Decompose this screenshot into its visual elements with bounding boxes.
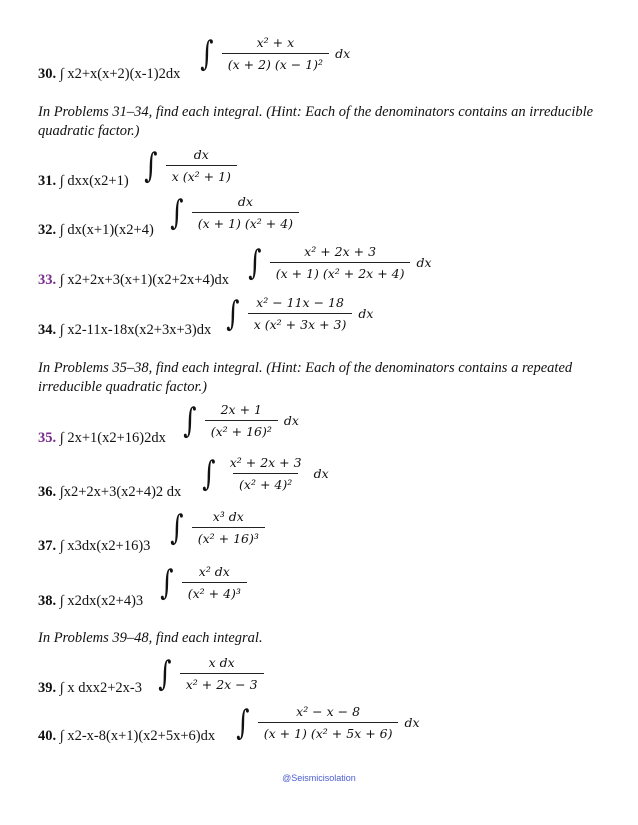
differential: dx <box>358 306 374 321</box>
problem-number: 34. <box>38 322 57 338</box>
numerator: x³ dx <box>212 509 244 524</box>
footer-watermark: @Seismicisolation <box>282 773 356 783</box>
problem-number: 40. <box>38 728 57 744</box>
problem-37 <box>38 509 618 569</box>
numerator: x² + 2x + 3 <box>229 455 302 470</box>
problem-number: 38. <box>38 593 57 609</box>
integral-symbol: ∫ <box>200 33 214 74</box>
integral-symbol: ∫ <box>144 145 158 186</box>
instruction-31-34: In Problems 31–34, find each integral. (Hint: Each of the denominators contains an irreducible quadratic factor.) <box>38 104 594 139</box>
integral-formula <box>246 244 432 281</box>
problem-number: 31. <box>38 173 57 189</box>
numerator: dx <box>193 147 209 162</box>
instruction-39-48: In Problems 39–48, find each integral. <box>38 630 263 646</box>
integral-formula <box>181 402 299 439</box>
integral-formula <box>156 655 270 692</box>
differential: dx <box>404 715 420 730</box>
denominator: (x² + 4)² <box>233 473 298 492</box>
problem-text: ∫ x dxx2+2x-3 <box>59 680 142 696</box>
integral-formula <box>200 455 329 492</box>
differential: dx <box>313 466 329 481</box>
integral-formula <box>224 295 373 332</box>
problem-35 <box>38 402 618 462</box>
integral-symbol: ∫ <box>248 242 262 283</box>
integral-symbol: ∫ <box>226 293 240 334</box>
problem-text: ∫ x2+2x+3(x+1)(x2+2x+4)dx <box>59 272 230 288</box>
numerator: x² dx <box>198 564 230 579</box>
denominator: x (x² + 1) <box>166 165 237 184</box>
numerator: x² + 2x + 3 <box>304 244 377 259</box>
problem-text: ∫ dxx(x2+1) <box>59 173 129 189</box>
integral-formula <box>142 147 243 184</box>
problem-text: ∫x2+2x+3(x2+4)2 dx <box>59 484 182 500</box>
problem-34 <box>38 295 618 355</box>
problem-text: ∫ x2dx(x2+4)3 <box>59 593 144 609</box>
integral-symbol: ∫ <box>170 507 184 548</box>
numerator: x² − 11x − 18 <box>256 295 344 310</box>
denominator: x² + 2x − 3 <box>180 673 264 692</box>
denominator: (x + 1) (x² + 4) <box>192 212 299 231</box>
problem-number: 32. <box>38 222 57 238</box>
denominator: x (x² + 3x + 3) <box>248 313 353 332</box>
problem-38 <box>38 564 618 624</box>
problem-number: 36. <box>38 484 57 500</box>
numerator: x² − x − 8 <box>296 704 361 719</box>
problem-number: 37. <box>38 538 57 554</box>
integral-formula <box>234 704 420 741</box>
integral-symbol: ∫ <box>236 702 250 743</box>
differential: dx <box>335 46 351 61</box>
denominator: (x² + 16)³ <box>192 527 265 546</box>
problem-number: 30. <box>38 66 57 82</box>
integral-formula <box>168 509 271 546</box>
problem-text: ∫ x2-x-8(x+1)(x2+5x+6)dx <box>59 728 216 744</box>
problem-text: ∫ x2-11x-18x(x2+3x+3)dx <box>59 322 212 338</box>
problem-text: ∫ 2x+1(x2+16)2dx <box>59 430 166 446</box>
problem-number: 35. <box>38 430 57 446</box>
integral-formula <box>158 564 253 601</box>
integral-symbol: ∫ <box>160 562 174 603</box>
problem-40 <box>38 704 618 764</box>
integral-symbol: ∫ <box>158 653 172 694</box>
problem-number: 33. <box>38 272 57 288</box>
differential: dx <box>416 255 432 270</box>
integral-formula <box>168 194 305 231</box>
numerator: x² + x <box>256 35 295 50</box>
differential: dx <box>283 413 299 428</box>
numerator: dx <box>237 194 253 209</box>
denominator: (x² + 4)³ <box>182 582 247 601</box>
denominator: (x + 1) (x² + 2x + 4) <box>270 262 411 281</box>
problem-number: 39. <box>38 680 57 696</box>
integral-symbol: ∫ <box>202 453 216 494</box>
instruction-35-38: In Problems 35–38, find each integral. (Hint: Each of the denominators contains a repeated irreducible quadratic factor.) <box>38 360 573 395</box>
integral-formula <box>198 35 350 72</box>
integral-symbol: ∫ <box>183 400 197 441</box>
denominator: (x² + 16)² <box>205 420 278 439</box>
problem-36 <box>38 455 618 515</box>
problem-30 <box>38 35 618 95</box>
integral-symbol: ∫ <box>170 192 184 233</box>
problem-text: ∫ x2+x(x+2)(x-1)2dx <box>59 66 181 82</box>
problem-text: ∫ x3dx(x2+16)3 <box>59 538 151 554</box>
problem-text: ∫ dx(x+1)(x2+4) <box>59 222 154 238</box>
numerator: 2x + 1 <box>220 402 262 417</box>
denominator: (x + 2) (x − 1)² <box>222 53 329 72</box>
numerator: x dx <box>208 655 235 670</box>
denominator: (x + 1) (x² + 5x + 6) <box>258 722 399 741</box>
